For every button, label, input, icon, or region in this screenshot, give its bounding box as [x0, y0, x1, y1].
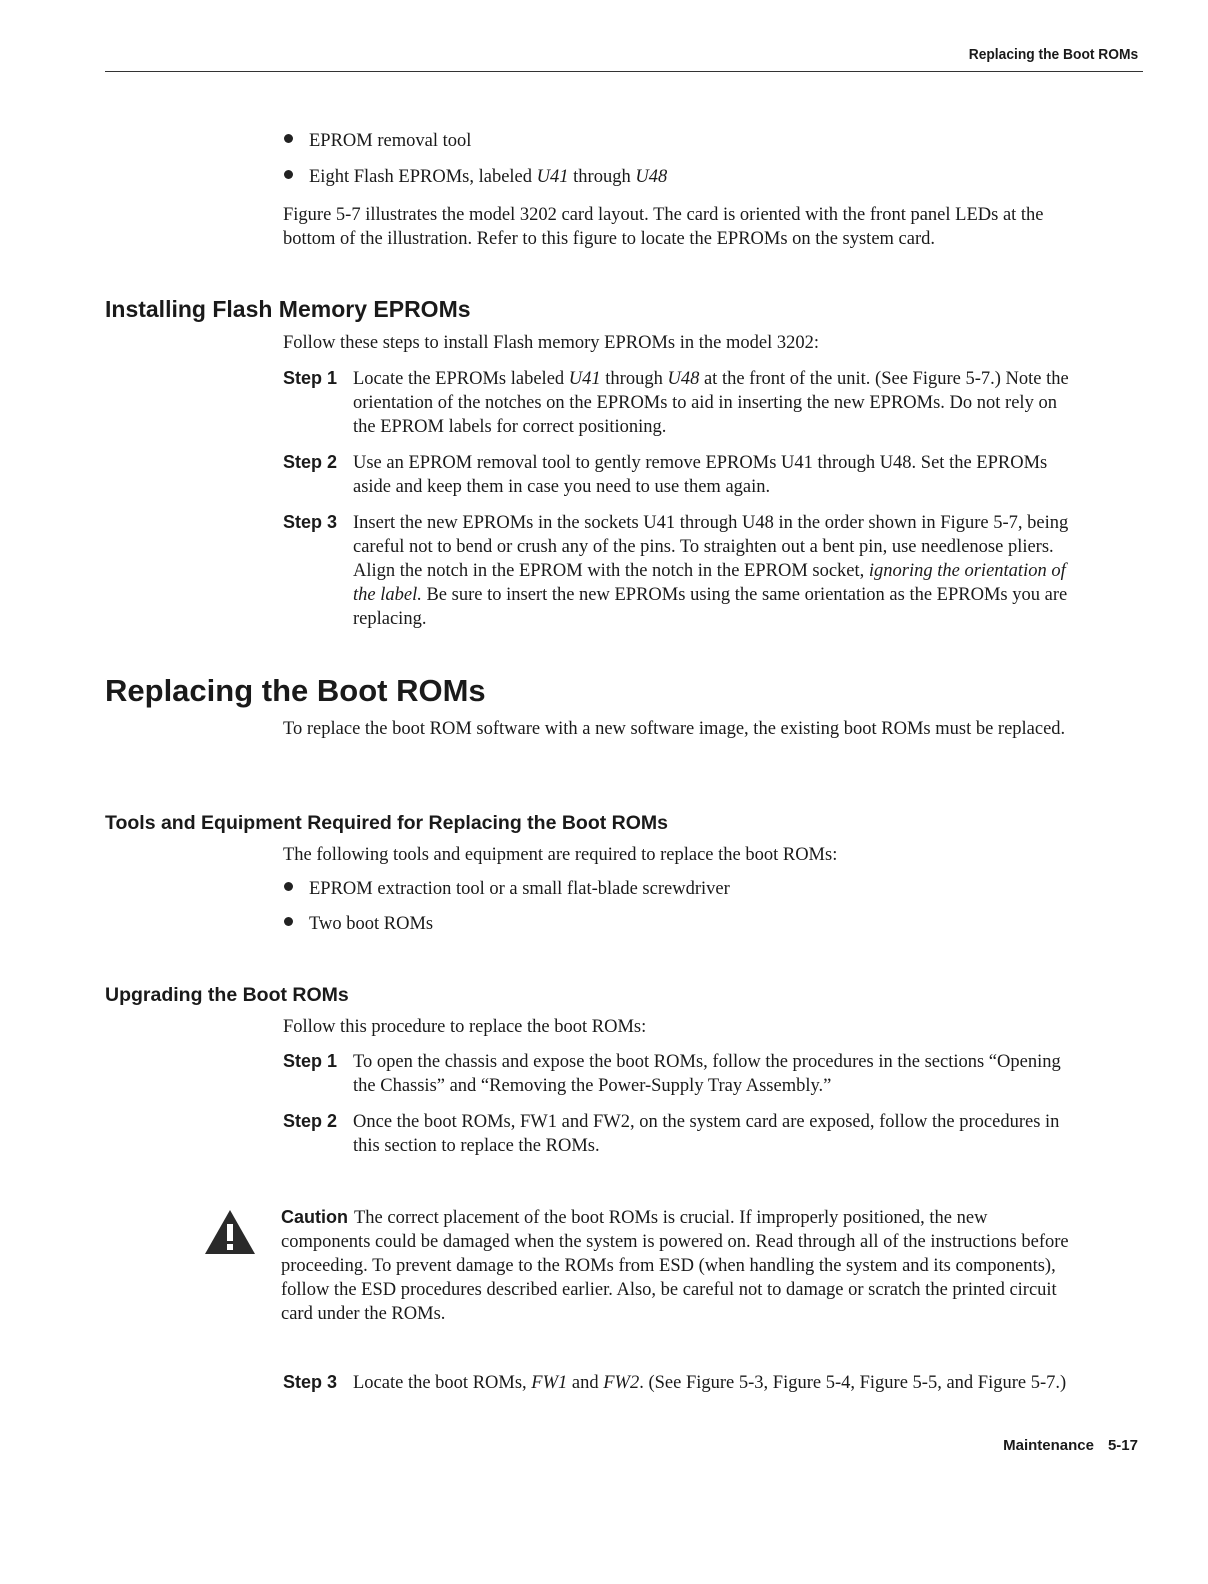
- step-label: Step 2: [283, 452, 338, 472]
- caution-triangle-icon: [203, 1208, 257, 1256]
- section-intro: Follow these steps to install Flash memory EPROMs in the model 3202:: [283, 333, 819, 353]
- footer-chapter: Maintenance: [1003, 1437, 1094, 1454]
- step-text: Locate the EPROMs labeled U41 through U48 at the front of the unit. (See Figure 5-7.) Note the orientation of the notches on the EPROMs to aid in inserting the new EPROMs. Do not rely on the EPROM labels for correct positioning.: [353, 369, 1069, 437]
- step-text: Locate the boot ROMs, FW1 and FW2. (See Figure 5-3, Figure 5-4, Figure 5-5, and Figure 5-7.): [353, 1373, 1067, 1393]
- caution-label: Caution: [281, 1207, 348, 1227]
- step-label: Step 1: [283, 368, 338, 388]
- list-item: EPROM removal tool: [284, 129, 471, 153]
- intro-paragraph: Figure 5-7 illustrates the model 3202 card layout. The card is oriented with the front panel LEDs at the bottom of the illustration. Refer to this figure to locate the EPROMs on the system card.: [283, 205, 1044, 249]
- step-label: Step 3: [283, 512, 338, 532]
- list-item: EPROM extraction tool or a small flat-blade screwdriver: [284, 877, 730, 901]
- section-intro: The following tools and equipment are required to replace the boot ROMs:: [283, 845, 838, 865]
- subsection-heading: Tools and Equipment Required for Replacing the Boot ROMs: [105, 812, 668, 834]
- chapter-heading: Replacing the Boot ROMs: [105, 673, 486, 708]
- header-rule: [105, 71, 1143, 72]
- page-footer: [989, 1437, 1138, 1454]
- step-text: To open the chassis and expose the boot ROMs, follow the procedures in the sections “Opening the Chassis” and “Removing the Power-Supply Tray Assembly.”: [353, 1052, 1061, 1096]
- step-text: Use an EPROM removal tool to gently remove EPROMs U41 through U48. Set the EPROMs aside and keep them in case you need to use them again.: [353, 453, 1048, 497]
- bullet-dot-icon: [284, 134, 293, 143]
- bullet-dot-icon: [284, 882, 293, 891]
- step-label: Step 1: [283, 1051, 338, 1071]
- step-text: Once the boot ROMs, FW1 and FW2, on the system card are exposed, follow the procedures in this section to replace the ROMs.: [353, 1112, 1060, 1156]
- list-item: Eight Flash EPROMs, labeled U41 through U48: [284, 165, 667, 189]
- bullet-dot-icon: [284, 170, 293, 179]
- bullet-dot-icon: [284, 917, 293, 926]
- step-label: Step 2: [283, 1111, 338, 1131]
- section-heading: Installing Flash Memory EPROMs: [105, 296, 471, 322]
- step-text: Insert the new EPROMs in the sockets U41 through U48 in the order shown in Figure 5-7, being careful not to bend or crush any of the pins. To straighten out a bent pin, use needlenose pliers. Align the notch in the EPROM with the notch in the EPROM socket, ignoring the orientation of the label. Be sure to insert the new EPROMs using the same orientation as the EPROMs you are replacing.: [353, 513, 1069, 629]
- subsection-heading: Upgrading the Boot ROMs: [105, 984, 349, 1006]
- running-header: Replacing the Boot ROMs: [968, 46, 1138, 63]
- section-intro: To replace the boot ROM software with a new software image, the existing boot ROMs must be replaced.: [283, 719, 1066, 739]
- footer-page-number: 5-17: [1107, 1437, 1138, 1454]
- caution-note: Caution The correct placement of the boot ROMs is crucial. If improperly positioned, the new components could be damaged when the system is powered on. Read through all of the instructions before proceeding. To prevent damage to the ROMs from ESD (when handling the system and its components), follow the ESD procedures described earlier. Also, be careful not to damage or scratch the printed circuit card under the ROMs.: [281, 1207, 1069, 1324]
- list-item: Two boot ROMs: [284, 912, 433, 936]
- step-label: Step 3: [283, 1372, 338, 1392]
- section-intro: Follow this procedure to replace the boot ROMs:: [283, 1017, 647, 1037]
